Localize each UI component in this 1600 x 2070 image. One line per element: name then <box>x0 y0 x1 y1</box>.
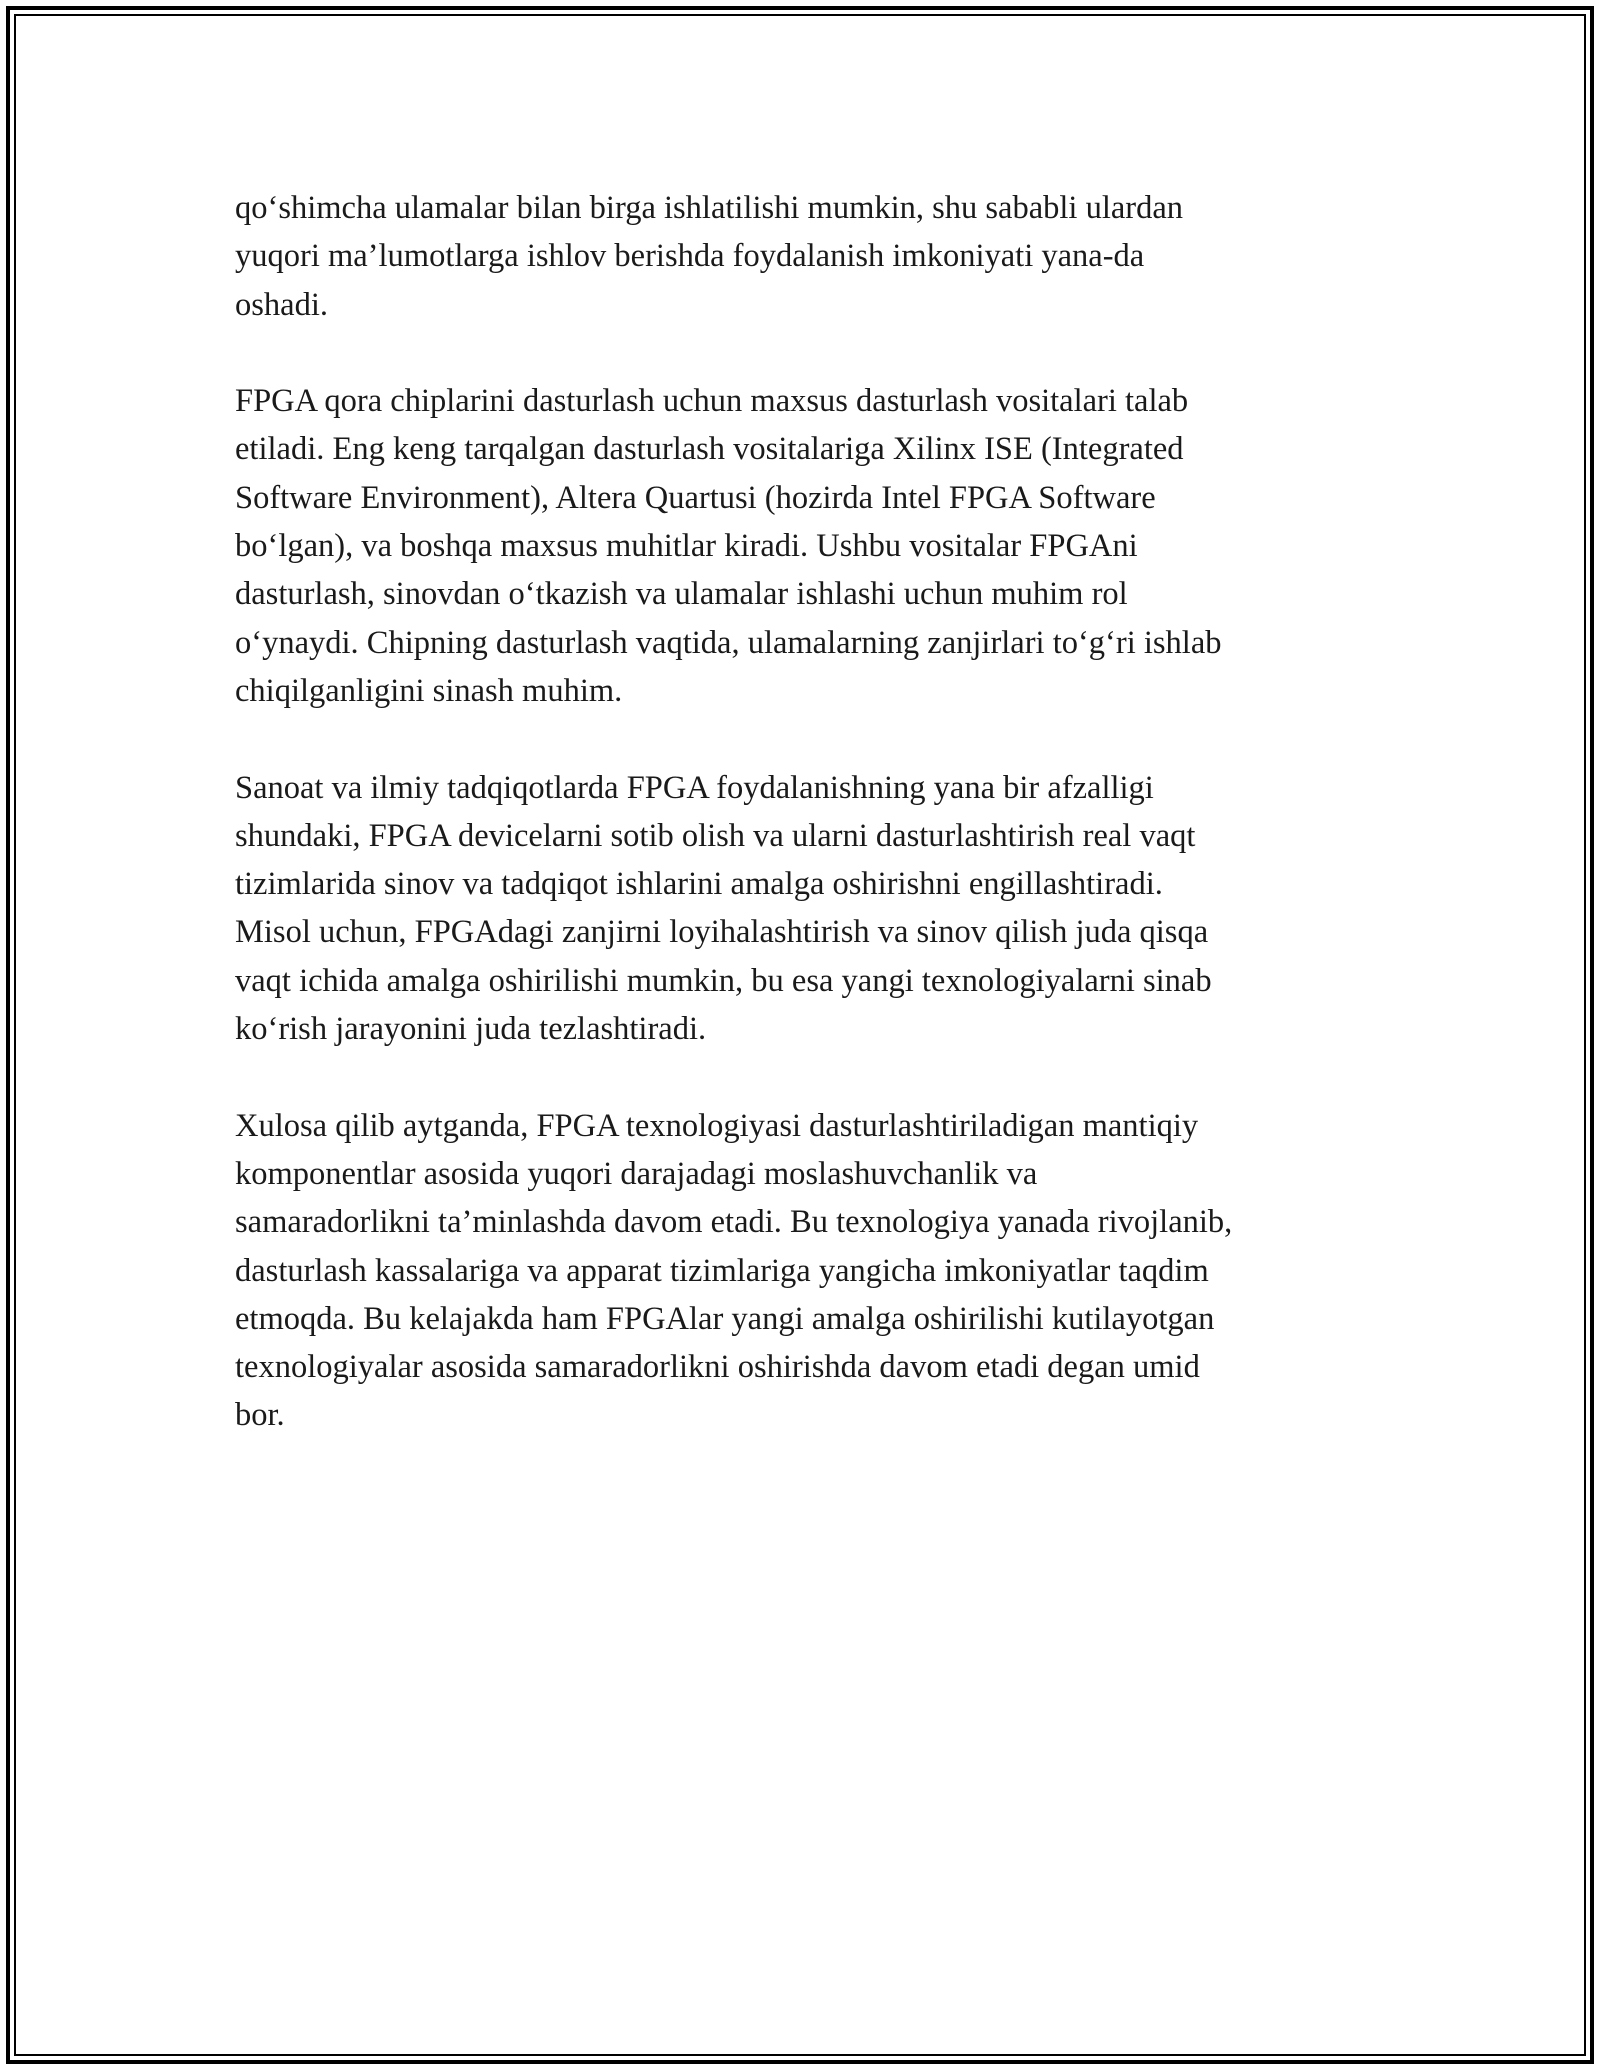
paragraph-conclusion: Xulosa qilib aytganda, FPGA texnologiyasi dasturlashtiriladigan mantiqiy komponentlar asosida yuqori darajadagi moslashuvchanlik va samaradorlikni ta’minlashda davom etadi. Bu texnologiya yanada rivojlanib, dasturlash kassalariga va apparat tizimlariga yangicha imkoniyatlar taqdim etmoqda. Bu kelajakda ham FPGAlar yangi amalga oshirilishi kutilayotgan texnologiyalar asosida samaradorlikni oshirishda davom etadi degan umid bor. <box>235 1107 1233 1434</box>
document-body <box>235 184 1375 1488</box>
paragraph-continuation: qo‘shimcha ulamalar bilan birga ishlatilishi mumkin, shu sababli ulardan yuqori ma’lumotlarga ishlov berishda foydalanish imkoniyati yana-da oshadi. <box>235 190 1184 323</box>
paragraph-industry-research: Sanoat va ilmiy tadqiqotlarda FPGA foydalanishning yana bir afzalligi shundaki, FPGA devicelarni sotib olish va ularni dasturlashtirish real vaqt tizimlarida sinov va tadqiqot ishlarini amalga oshirishni engillashtiradi. Misol uchun, FPGAdagi zanjirni loyihalashtirish va sinov qilish juda qisqa vaqt ichida amalga oshirilishi mumkin, bu esa yangi texnologiyalarni sinab ko‘rish jarayonini juda tezlashtiradi. <box>235 769 1212 1048</box>
paragraph-programming-tools: FPGA qora chiplarini dasturlash uchun maxsus dasturlash vositalari talab etiladi. Eng keng tarqalgan dasturlash vositalariga Xilinx ISE (Integrated Software Environment), Altera Quartusi (hozirda Intel FPGA Software bo‘lgan), va boshqa maxsus muhitlar kiradi. Ushbu vositalar FPGAni dasturlash, sinovdan o‘tkazish va ulamalar ishlashi uchun muhim rol o‘ynaydi. Chipning dasturlash vaqtida, ulamalarning zanjirlari to‘g‘ri ishlab chiqilganligini sinash muhim. <box>235 383 1222 709</box>
